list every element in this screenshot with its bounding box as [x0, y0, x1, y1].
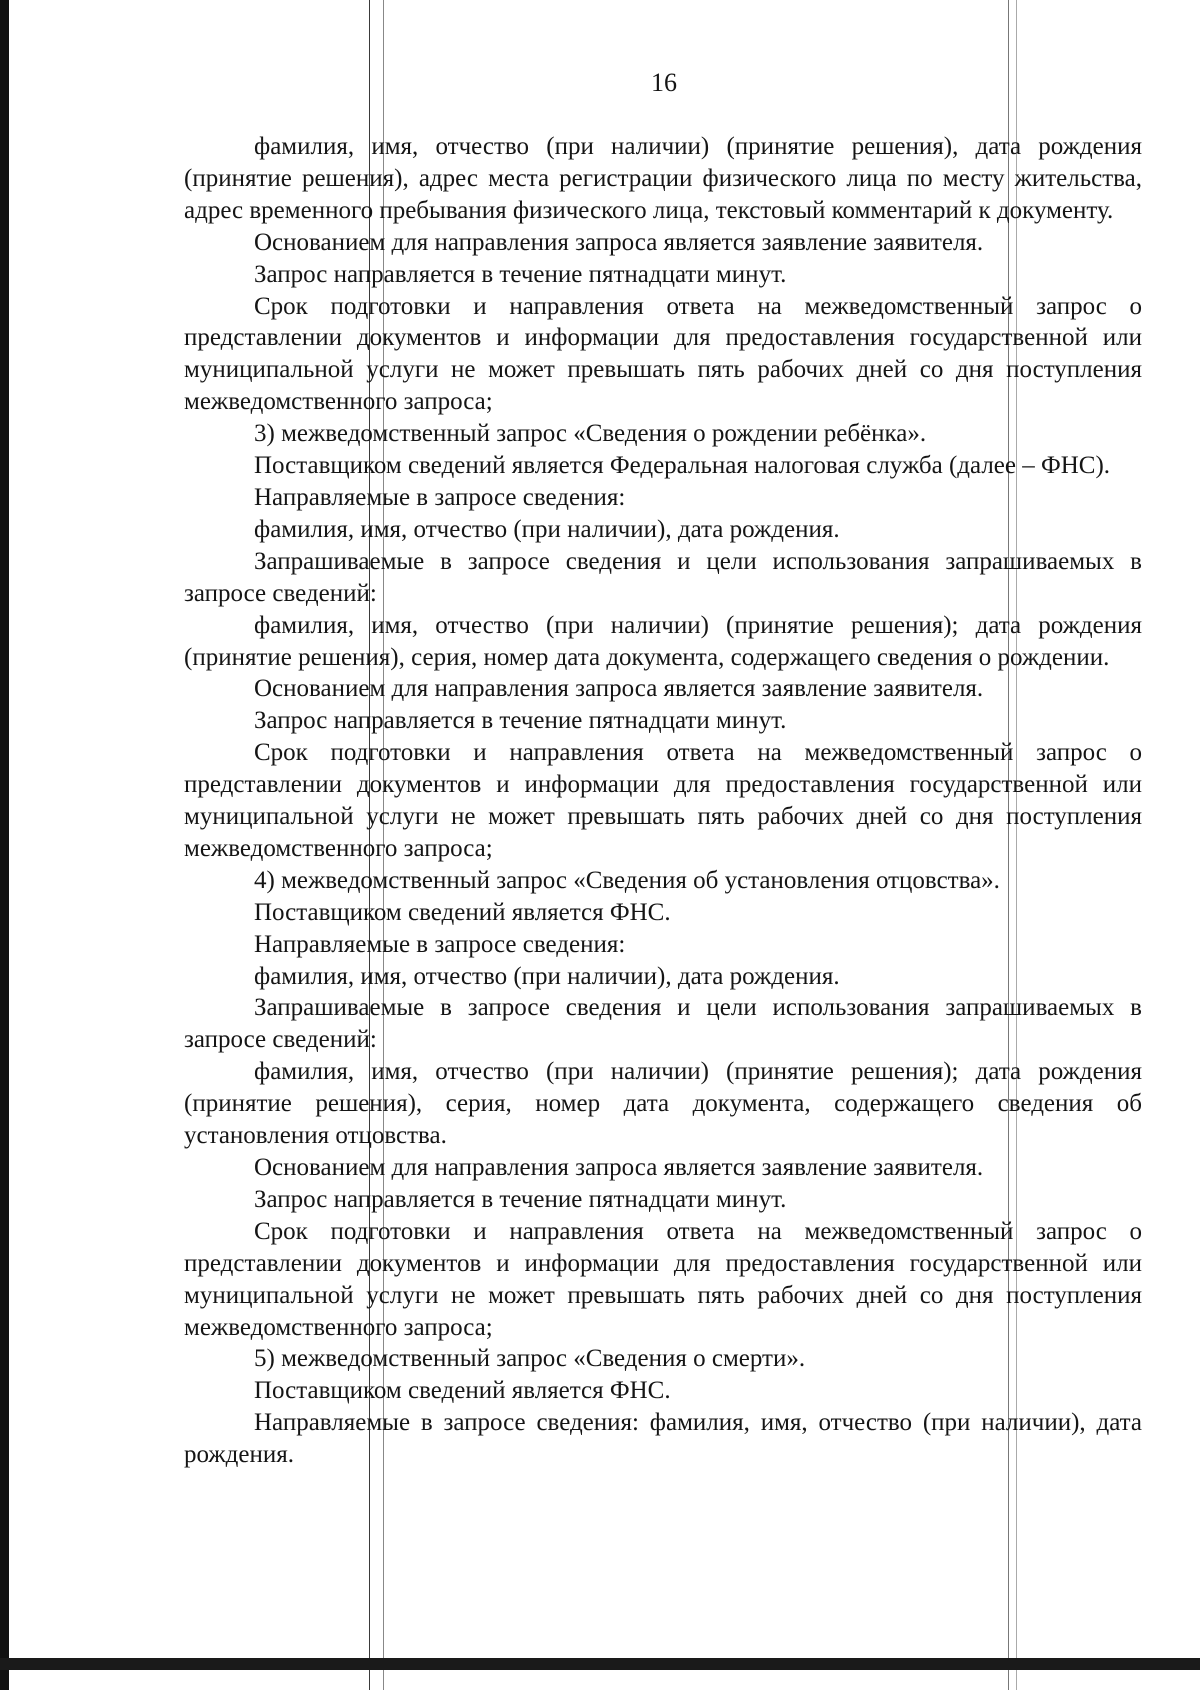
paragraph: 4) межведомственный запрос «Сведения об установления отцовства».	[254, 866, 1000, 894]
paragraph: Поставщиком сведений является ФНС.	[254, 1377, 671, 1405]
paragraph: Срок подготовки и направления ответа на межведомственный запрос о представлении документов и информации для предоставления государственной или муниципальной услуги не может превышать пять рабочих дней со дня поступления межведомственного запроса;	[184, 739, 1142, 862]
paragraph: Запрашиваемые в запросе сведения и цели использования запрашиваемых в запросе сведений:	[184, 547, 1142, 607]
paragraph: Поставщиком сведений является Федеральная налоговая служба (далее – ФНС).	[254, 452, 1111, 480]
paragraph: фамилия, имя, отчество (при наличии) (принятие решения); дата рождения (принятие решения), серия, номер дата документа, содержащего сведения об установления отцовства.	[184, 1058, 1142, 1150]
paragraph: фамилия, имя, отчество (при наличии), дата рождения.	[254, 515, 840, 543]
scan-left-edge	[0, 0, 9, 1690]
paragraph: Направляемые в запросе сведения:	[254, 483, 626, 511]
paragraph: фамилия, имя, отчество (при наличии) (принятие решения), дата рождения (принятие решения), адрес места регистрации физического лица по месту жительства, адрес временного пребывания физического лица, текстовый комментарий к документу.	[184, 133, 1142, 224]
document-body	[184, 131, 1142, 1471]
paragraph: Поставщиком сведений является ФНС.	[254, 898, 671, 926]
paragraph: Срок подготовки и направления ответа на межведомственный запрос о представлении документов и информации для предоставления государственной или муниципальной услуги не может превышать пять рабочих дней со дня поступления межведомственного запроса;	[184, 292, 1142, 416]
paragraph: Запрашиваемые в запросе сведения и цели использования запрашиваемых в запросе сведений:	[184, 994, 1142, 1054]
scan-bottom-edge	[0, 1658, 1200, 1670]
paragraph: Основанием для направления запроса является заявление заявителя.	[254, 675, 984, 703]
page-number: 16	[651, 68, 677, 97]
paragraph: 3) межведомственный запрос «Сведения о рождении ребёнка».	[254, 420, 927, 448]
paragraph: 5) межведомственный запрос «Сведения о смерти».	[254, 1345, 806, 1373]
paragraph: Направляемые в запросе сведения:	[254, 930, 626, 958]
paragraph: Основанием для направления запроса является заявление заявителя.	[254, 1154, 984, 1181]
paragraph: фамилия, имя, отчество (при наличии) (принятие решения); дата рождения (принятие решения), серия, номер дата документа, содержащего сведения о рождении.	[184, 611, 1142, 671]
paragraph: Запрос направляется в течение пятнадцати минут.	[254, 707, 787, 735]
paragraph: Запрос направляется в течение пятнадцати минут.	[254, 260, 787, 288]
paragraph: фамилия, имя, отчество (при наличии), дата рождения.	[254, 962, 840, 990]
paragraph: Срок подготовки и направления ответа на межведомственный запрос о представлении документов и информации для предоставления государственной или муниципальной услуги не может превышать пять рабочих дней со дня поступления межведомственного запроса;	[184, 1217, 1142, 1341]
paragraph: Основанием для направления запроса является заявление заявителя.	[254, 228, 984, 256]
paragraph: Направляемые в запросе сведения: фамилия, имя, отчество (при наличии), дата рождения.	[184, 1409, 1142, 1469]
paragraph: Запрос направляется в течение пятнадцати минут.	[254, 1185, 787, 1213]
